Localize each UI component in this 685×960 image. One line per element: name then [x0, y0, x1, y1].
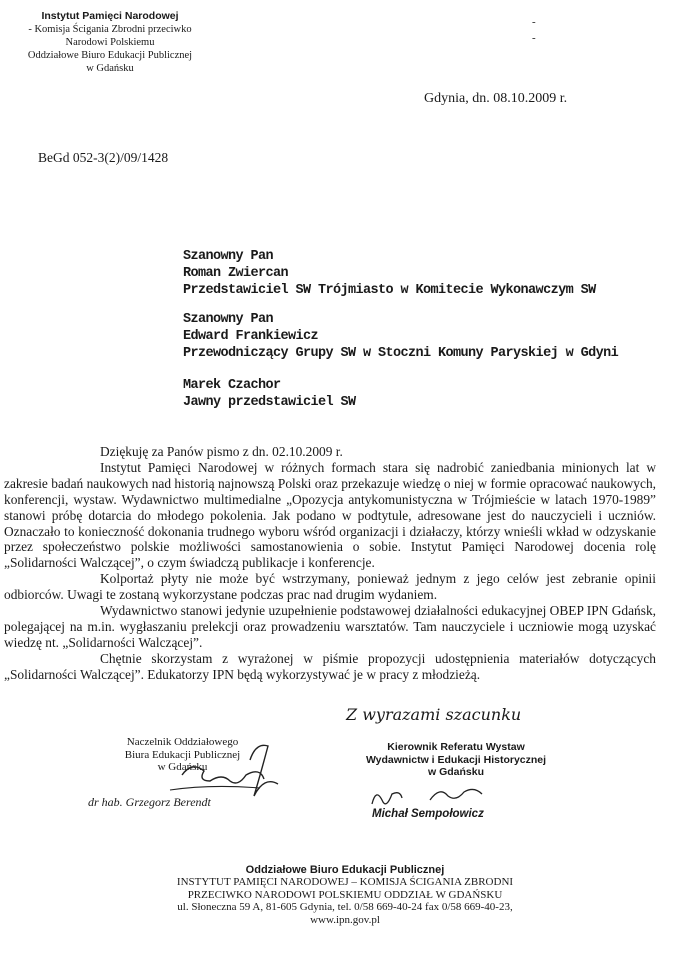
addressee-name: Roman Zwiercan	[183, 266, 289, 281]
addressee-role: Przewodniczący Grupy SW w Stoczni Komuny Paryskiej w Gdyni	[183, 346, 619, 361]
body-paragraph: Wydawnictwo stanowi jedynie uzupełnienie podstawowej działalności edukacyjnej OBEP IPN Gdańsk, polegającej na m.in. wygłaszaniu prelekcji oraz prowadzeniu warsztatów. Tam nauczyciele i uczniowie mogą uzyskać wiedzę nt. „Solidarności Walczącej”.	[4, 603, 656, 650]
signature-title-line: Biura Edukacji Publicznej	[124, 748, 241, 761]
signature-left-underline	[170, 786, 260, 790]
addressee-salutation: Szanowny Pan	[183, 312, 274, 327]
body-paragraph: Dziękuję za Panów pismo z dn. 02.10.2009 r.	[100, 444, 343, 459]
signature-title-line: w Gdańsku	[157, 761, 208, 773]
body-paragraph: Chętnie skorzystam z wyrażonej w piśmie propozycji udostępnienia materiałów dotyczących „Solidarności Walczącej”. Edukatorzy IPN będą wykorzystywać je w pracy z młodzieżą.	[4, 650, 656, 682]
footer-address: ul. Słoneczna 59 A, 81-605 Gdynia, tel. 0/58 669-40-24 fax 0/58 669-40-23,	[177, 901, 513, 914]
signature-title-line: Kierownik Referatu Wystaw	[387, 741, 525, 753]
handwritten-closing: Z wyrazami szacunku	[346, 705, 522, 724]
signature-title-line: Naczelnik Oddziałowego	[126, 736, 239, 748]
signature-title-line: Wydawnictw i Edukacji Historycznej	[365, 753, 547, 766]
footer-office: Oddziałowe Biuro Edukacji Publicznej	[245, 864, 445, 876]
letterhead-line: Oddziałowe Biuro Edukacji Publicznej	[27, 50, 193, 61]
signature-right-name: Michał Sempołowicz	[372, 808, 484, 820]
footer-line: INSTYTUT PAMIĘCI NARODOWEJ – KOMISJA ŚCIGANIA ZBRODNI	[176, 876, 514, 889]
letterhead-line: Narodowi Polskiemu	[65, 37, 155, 48]
signature-left-name: dr hab. Grzegorz Berendt	[88, 795, 211, 809]
addressee-role: Przedstawiciel SW Trójmiasto w Komitecie Wykonawczym SW	[183, 283, 596, 298]
letterhead-line: - Komisja Ścigania Zbrodni przeciwko	[28, 24, 192, 35]
letter-date: Gdynia, dn. 08.10.2009 r.	[424, 91, 568, 106]
margin-mark: -	[532, 16, 536, 28]
addressee-name: Marek Czachor	[183, 378, 281, 393]
margin-mark: -	[532, 32, 536, 44]
signature-right-scribble	[372, 789, 482, 804]
addressee-name: Edward Frankiewicz	[183, 329, 319, 344]
footer	[110, 864, 580, 926]
letterhead-org: Instytut Pamięci Narodowej	[41, 10, 179, 22]
signature-left-scribble	[182, 745, 278, 796]
body-paragraph: Kolportaż płyty nie może być wstrzymany, ponieważ jednym z jego celów jest zebranie opinii odbiorców. Uwagi te zostaną wykorzystane podczas prac nad drugim wydaniem.	[4, 571, 656, 603]
body-paragraph: Instytut Pamięci Narodowej w różnych formach stara się nadrobić zaniedbania minionych lat w zakresie badań naukowych nad historią najnowszą Polski oraz przekazuje wiedzę o niej w formie opracować naukowych, konferencji, wystaw. Wydawnictwo multimedialne „Opozycja antykomunistyczna w Trójmieście w latach 1970-1989” stanowi próbę dotarcia do młodego pokolenia. Jak podano w podtytule, adresowane jest do nauczycieli i uczniów. Oznaczało to konieczność dokonania trudnego wyboru wśród organizacji i działaczy, którzy wnieśli wkład w odzyskanie przez społeczeństwo polskie możliwości samostanowienia o sobie. Instytut Pamięci Narodowej docenia rolę „Solidarności Walczącej”, o czym świadczą publikacje i konferencje.	[4, 459, 656, 571]
footer-line: PRZECIWKO NARODOWI POLSKIEMU ODDZIAŁ W GDAŃSKU	[187, 888, 503, 901]
addressee-salutation: Szanowny Pan	[183, 249, 274, 264]
footer-website: www.ipn.gov.pl	[310, 913, 380, 926]
reference-number: BeGd 052-3(2)/09/1428	[38, 150, 169, 165]
addressee-role: Jawny przedstawiciel SW	[183, 395, 356, 410]
letterhead-line: w Gdańsku	[86, 63, 134, 74]
signature-title-line: w Gdańsku	[427, 766, 484, 778]
